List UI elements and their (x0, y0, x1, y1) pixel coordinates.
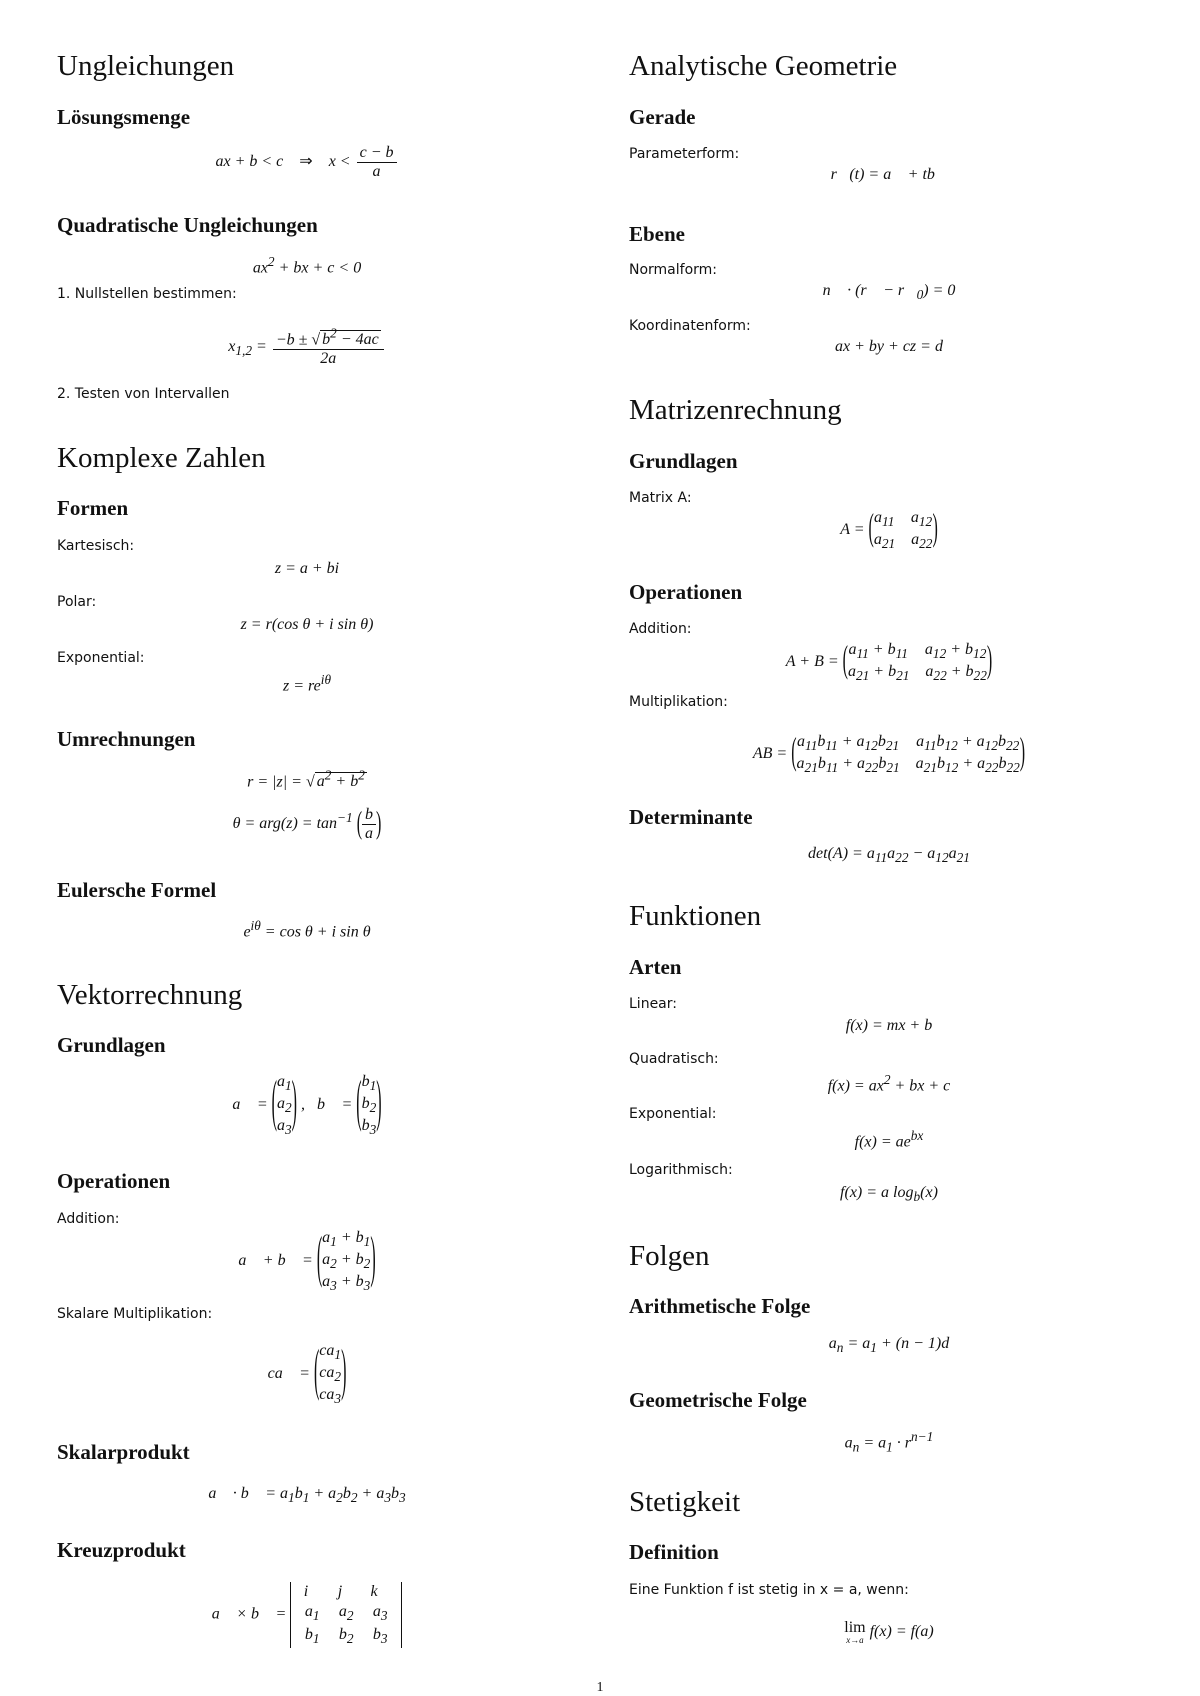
step-nullstellen: 1. Nullstellen bestimmen: (57, 286, 237, 302)
label-linear: Linear: (629, 996, 677, 1012)
formula-matrix-multiplication: AB = ( $a_{11}b_{11} + a_{12}b_{21}$ $a_{11}b_{12} + a_{12}b_{22}$ $a_{21}b_{11} + a_{22}b_{21}$ $a_{21}b_{12} + a_{22}b_{22}$ ) (752, 732, 1026, 776)
formula-arithmetic-sequence: $a_n = a_1 + (n - 1)d$ (828, 1335, 950, 1356)
subsection-gerade: Gerade (629, 105, 696, 129)
formula-determinant: $\det(A) = a_{11}a_{22} - a_{12}a_{21}$ (808, 845, 970, 866)
subsection-kreuzprodukt: Kreuzprodukt (57, 1538, 186, 1562)
label-logarithmisch: Logarithmisch: (629, 1162, 733, 1178)
label-skalare-multiplikation: Skalare Multiplikation: (57, 1306, 213, 1322)
section-title-matrizenrechnung: Matrizenrechnung (629, 394, 842, 426)
subsection-grundlagen-matrix: Grundlagen (629, 449, 738, 473)
subsection-ebene: Ebene (629, 222, 686, 246)
formula-plane-normal: n⃗ · (r⃗ − $r⃗_0) = 0$ (822, 282, 956, 303)
formula-exponential-function: $f(x) = ae^{bx}$ (854, 1128, 924, 1151)
step-testen: 2. Testen von Intervallen (57, 386, 230, 402)
formula-continuity-limit: lim x→a f(x) = f(a) (844, 1619, 934, 1645)
formula-cross-product: a⃗ × b⃗ = i⃗ j⃗ k⃗ $a_1$ $a_2$ $a_3$ $b_1$ $b_2$ $b_3$ (57, 1582, 557, 1648)
subsection-eulersche-formel: Eulersche Formel (57, 878, 217, 902)
section-title-komplexe-zahlen: Komplexe Zahlen (57, 442, 266, 474)
label-exponential: Exponential: (57, 650, 145, 666)
label-kartesisch: Kartesisch: (57, 538, 135, 554)
formula-vector-addition: a⃗ + b⃗ = ( $a_1 + b_1$ $a_2 + b_2$ $a_3 + b_3$ ) (238, 1228, 376, 1294)
formula-line-parametric: r⃗(t) = a⃗ + tb⃗ (830, 166, 948, 183)
label-quadratisch: Quadratisch: (629, 1051, 719, 1067)
subsection-quadratische-ungleichungen: Quadratische Ungleichungen (57, 213, 318, 237)
subsection-skalarprodukt: Skalarprodukt (57, 1440, 190, 1464)
subsection-formen: Formen (57, 496, 129, 520)
subsection-loesungsmenge: Lösungsmenge (57, 105, 191, 129)
formula-cartesian: z = a + bi (274, 560, 340, 577)
formula-quadratic-function: $f(x) = ax^2$ + bx + c (827, 1072, 951, 1095)
section-title-vektorrechnung: Vektorrechnung (57, 979, 243, 1011)
label-normalform: Normalform: (629, 262, 718, 278)
section-title-folgen: Folgen (629, 1240, 710, 1272)
label-addition-vektor: Addition: (57, 1211, 120, 1227)
formula-scalar-multiplication: ca⃗ = ( $ca_1$ $ca_2$ $ca_3$ ) (267, 1341, 347, 1407)
formula-linear-inequality: ax + b < c ⇒ x < $\frac{c - b}{a}$ (57, 144, 557, 181)
section-title-ungleichungen: Ungleichungen (57, 50, 235, 82)
definition-text: Eine Funktion f ist stetig in x = a, wenn: (629, 1582, 909, 1598)
subsection-determinante: Determinante (629, 805, 753, 829)
label-multiplikation-matrix: Multiplikation: (629, 694, 728, 710)
formula-plane-coordinate: ax + by + cz = d (835, 338, 943, 355)
section-title-stetigkeit: Stetigkeit (629, 1486, 741, 1518)
page-number: 1 (596, 1680, 604, 1695)
formula-euler: $e^{i\theta} = \cos \theta + i$ sin θ (243, 918, 371, 941)
formula-modulus: r = |z| = √ $a^2 + b^2$ (247, 768, 365, 791)
label-koordinatenform: Koordinatenform: (629, 318, 751, 334)
formula-vectors: a⃗ = ( $a_1$ $a_2$ $a_3$ ) , b⃗ = ( $b_1$ $b_2$ $b_3$ ) (232, 1072, 382, 1138)
label-exponential-function: Exponential: (629, 1106, 717, 1122)
subsection-definition: Definition (629, 1540, 719, 1564)
section-title-funktionen: Funktionen (629, 900, 762, 932)
label-matrix-a: Matrix A: (629, 490, 692, 506)
formula-matrix-addition: A + B = ( $a_{11} + b_{11}$ $a_{12} + b_{12}$ $a_{21} + b_{21}$ $a_{22} + b_{22}$ ) (785, 640, 993, 684)
formula-exponential: $z = re^{i\theta}$ (282, 672, 331, 695)
subsection-grundlagen-vektor: Grundlagen (57, 1033, 166, 1057)
formula-argument: $\theta = arg(z) = \tan^{-1}$ ( $\frac{b}{a}$ ) (232, 806, 382, 842)
subsection-arten: Arten (629, 955, 682, 979)
subsection-operationen-matrix: Operationen (629, 580, 743, 604)
formula-dot-product: a⃗ · b⃗ = $a_1b_1 + a_2b_2 + a_3b_3$ (208, 1485, 406, 1506)
label-addition-matrix: Addition: (629, 621, 692, 637)
formula-geometric-sequence: $a_n = a_1 \cdot r^{n-1}$ (844, 1429, 934, 1455)
label-polar: Polar: (57, 594, 97, 610)
subsection-umrechnungen: Umrechnungen (57, 727, 196, 751)
subsection-geometrische-folge: Geometrische Folge (629, 1388, 807, 1412)
formula-matrix-a: A = ( $a_{11}$ $a_{12}$ $a_{21}$ $a_{22}$ ) (840, 508, 938, 552)
subsection-arithmetische-folge: Arithmetische Folge (629, 1294, 811, 1318)
label-parameterform: Parameterform: (629, 146, 740, 162)
subsection-operationen-vektor: Operationen (57, 1169, 171, 1193)
formula-quadratic-inequality: $ax^2$ + bx + c < 0 (252, 254, 362, 277)
formula-linear-function: f(x) = mx + b (845, 1017, 933, 1034)
formula-log-function: f(x) = a $\log_b(x)$ (840, 1184, 938, 1205)
section-title-analytische-geometrie: Analytische Geometrie (629, 50, 898, 82)
formula-quadratic-roots: $x_{1,2}$ = $\frac{-b \pm √ b^2 - 4ac}{2a}$ (57, 326, 557, 368)
formula-polar: z = r(cos θ + i sin θ) (240, 616, 374, 633)
